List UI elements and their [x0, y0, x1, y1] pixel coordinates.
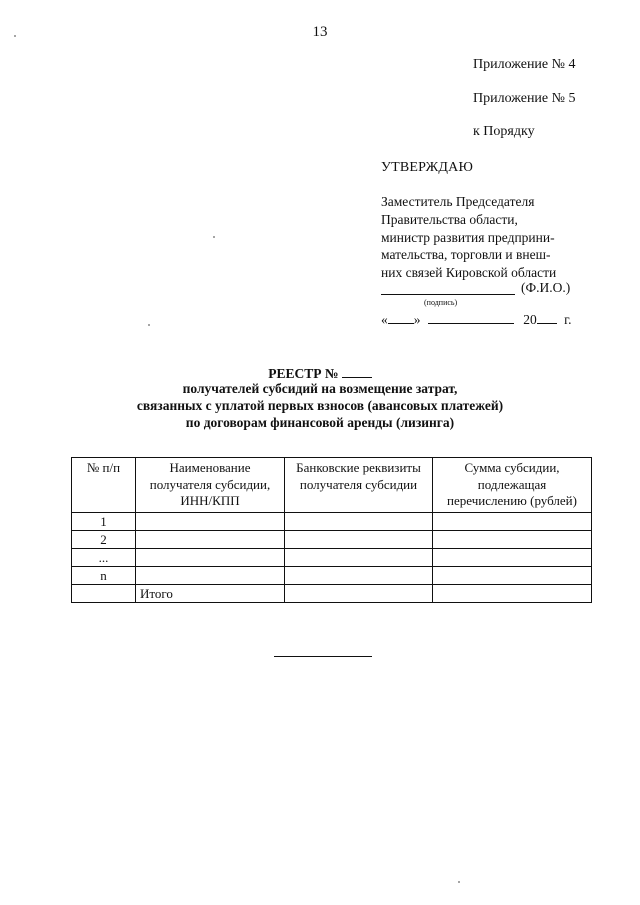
row-number: n [72, 567, 136, 585]
date-open-quote: « [381, 312, 388, 327]
amount-cell [433, 513, 592, 531]
total-empty-cell [72, 585, 136, 603]
column-header-recipient: Наименование получателя субсидии, ИНН/КПП [136, 458, 285, 513]
total-amount-cell [433, 585, 592, 603]
appendix-order-label: к Порядку [473, 124, 535, 139]
column-header-bank-details: Банковские реквизиты получателя субсидии [285, 458, 433, 513]
scan-speck [14, 35, 16, 37]
approval-date-line [381, 311, 572, 328]
column-header-number: № п/п [72, 458, 136, 513]
table-row [72, 567, 592, 585]
appendix-4-label: Приложение № 4 [473, 57, 576, 72]
amount-cell [433, 531, 592, 549]
approver-line: Заместитель Председателя [381, 194, 535, 209]
recipient-cell [136, 549, 285, 567]
total-row [72, 585, 592, 603]
table-row [72, 531, 592, 549]
registry-title [0, 365, 640, 382]
bank-details-cell [285, 513, 433, 531]
date-year-prefix: 20 [523, 312, 537, 327]
bank-details-cell [285, 549, 433, 567]
total-label: Итого [136, 585, 285, 603]
scan-speck [458, 881, 460, 883]
signature-caption: (подпись) [424, 298, 458, 307]
registry-subtitle-line-1: получателей субсидий на возмещение затрат, [182, 381, 458, 396]
table-header-row [72, 458, 592, 513]
approval-title: УТВЕРЖДАЮ [381, 160, 474, 175]
year-blank [537, 311, 557, 324]
amount-cell [433, 549, 592, 567]
approver-line: министр развития предприни- [381, 229, 555, 245]
total-empty-cell [285, 585, 433, 603]
page-number: 13 [312, 24, 328, 40]
approver-line: мательства, торговли и внеш- [381, 247, 551, 263]
name-placeholder: (Ф.И.О.) [521, 280, 571, 295]
approver-line: них связей Кировской области [381, 265, 557, 281]
row-number: ... [72, 549, 136, 567]
approver-position [381, 193, 601, 282]
table-row [72, 513, 592, 531]
registry-table [71, 457, 592, 603]
scan-speck [213, 236, 215, 238]
bank-details-cell [285, 531, 433, 549]
recipient-cell [136, 531, 285, 549]
bank-details-cell [285, 567, 433, 585]
row-number: 1 [72, 513, 136, 531]
signature-line [381, 294, 515, 295]
day-blank [388, 311, 414, 324]
approver-line: Правительства области, [381, 211, 518, 227]
registry-title-text: РЕЕСТР № [268, 366, 339, 381]
date-year-suffix: г. [564, 312, 572, 327]
scan-speck [148, 324, 150, 326]
table-row [72, 549, 592, 567]
end-of-document-line [274, 656, 372, 657]
appendix-5-label: Приложение № 5 [473, 91, 576, 106]
recipient-cell [136, 567, 285, 585]
row-number: 2 [72, 531, 136, 549]
date-close-quote: » [413, 312, 421, 327]
month-blank [428, 311, 514, 324]
column-header-subsidy-amount: Сумма субсидии, подлежащая перечислению (рублей) [433, 458, 592, 513]
registry-subtitle-line-3: по договорам финансовой аренды (лизинга) [185, 415, 455, 430]
registry-number-blank [342, 365, 372, 378]
recipient-cell [136, 513, 285, 531]
registry-subtitle-line-2: связанных с уплатой первых взносов (авансовых платежей) [136, 398, 504, 413]
amount-cell [433, 567, 592, 585]
